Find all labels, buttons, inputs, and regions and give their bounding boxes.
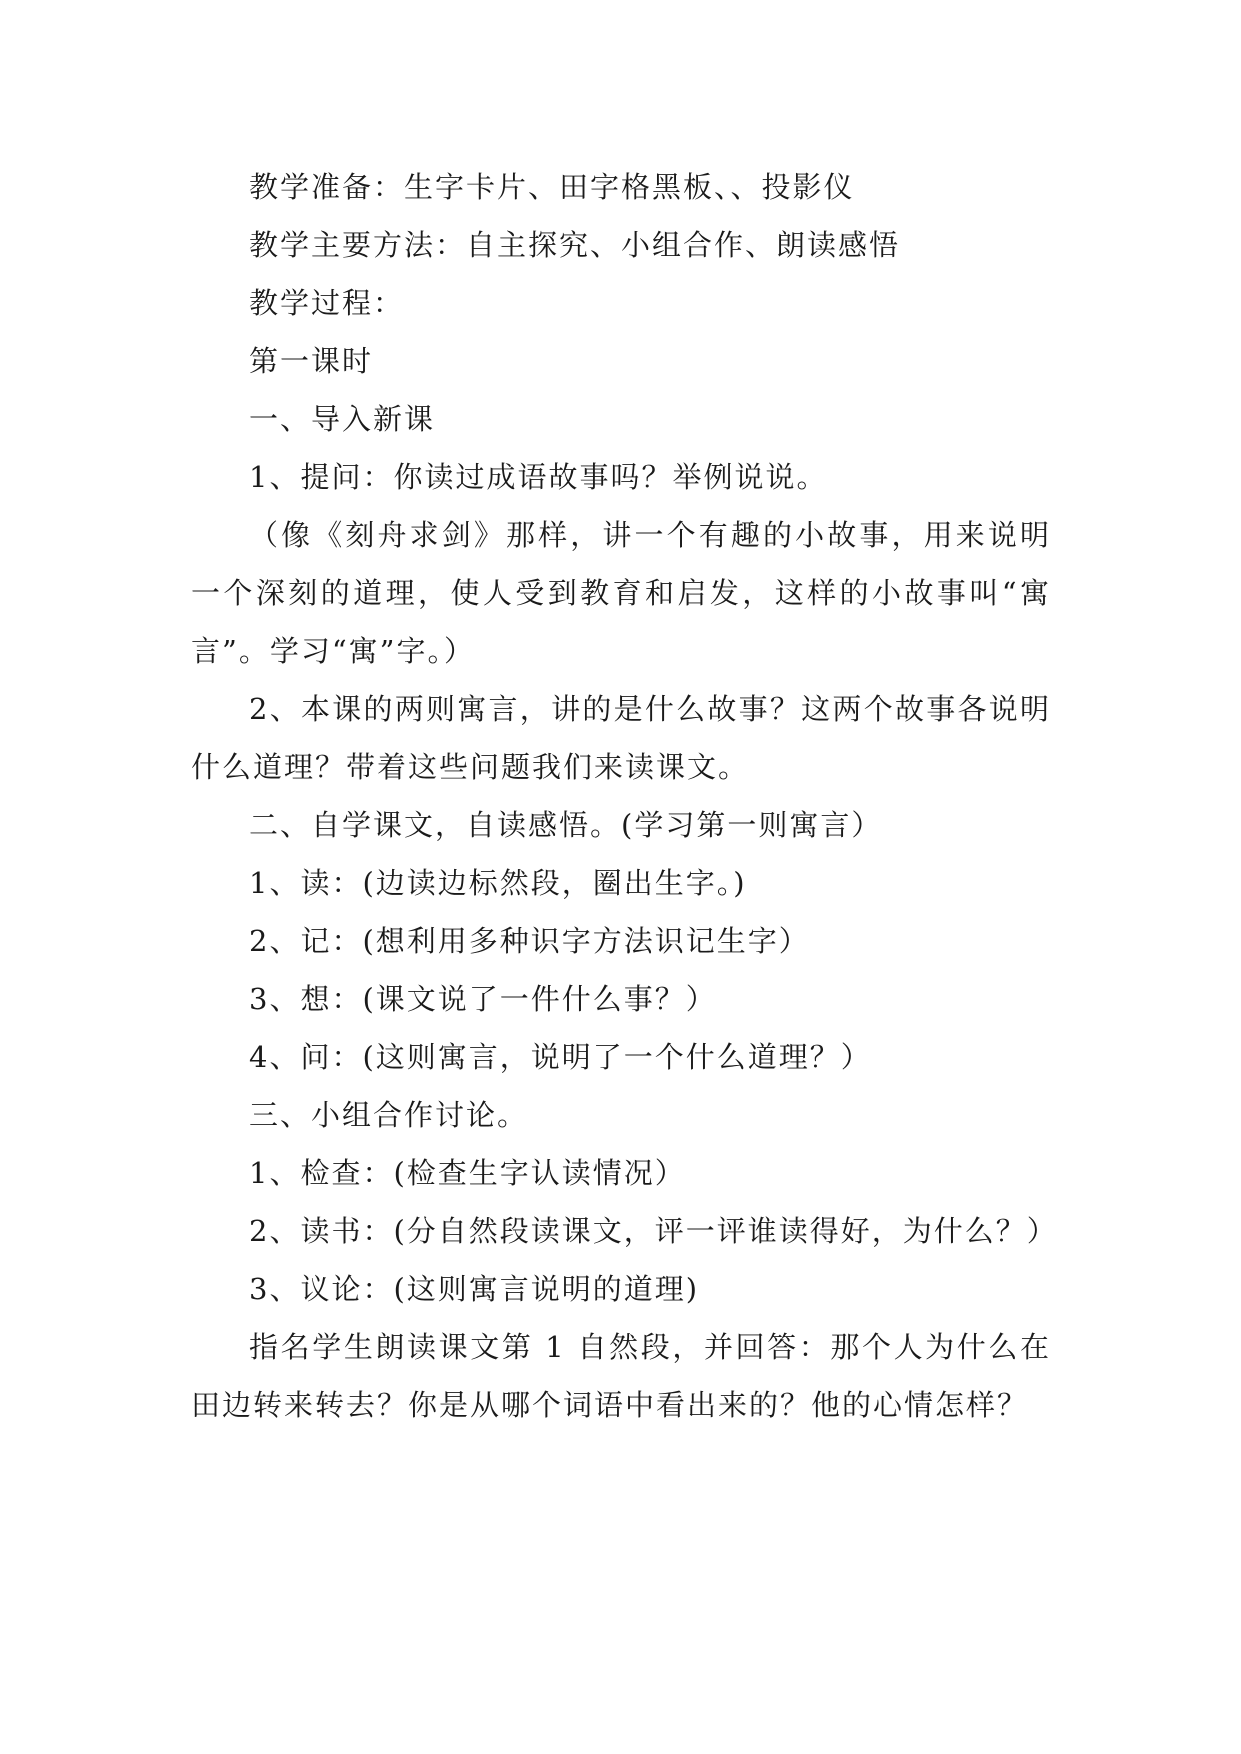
document-body — [191, 158, 1058, 1434]
paragraph-teaching-process: 教学过程： — [249, 286, 405, 320]
list-item-discuss: 3、议论：(这则寓言说明的道理) — [249, 1272, 700, 1306]
list-item-think: 3、想：(课文说了一件什么事？） — [249, 982, 717, 1016]
paragraph-question-2: 2、本课的两则寓言，讲的是什么故事？这两个故事各说明什么道理？带着这些问题我们来读课文。 — [191, 692, 1051, 784]
list-item-remember: 2、记：(想利用多种识字方法识记生字） — [249, 924, 810, 958]
list-item-check: 1、检查：(检查生字认读情况） — [249, 1156, 686, 1190]
section-heading-group-discussion: 三、小组合作讨论。 — [249, 1098, 529, 1132]
section-heading-self-study: 二、自学课文，自读感悟。(学习第一则寓言） — [249, 808, 883, 842]
paragraph-instruction: 指名学生朗读课文第 1 自然段，并回答：那个人为什么在田边转来转去？你是从哪个词语中看出来的？他的心情怎样？ — [191, 1330, 1051, 1422]
paragraph-first-lesson: 第一课时 — [249, 344, 374, 378]
paragraph-fable-explanation: （像《刻舟求剑》那样，讲一个有趣的小故事，用来说明一个深刻的道理，使人受到教育和启发，这样的小故事叫“寓言”。学习“寓”字。） — [191, 518, 1051, 668]
list-item-ask: 4、问：(这则寓言，说明了一个什么道理？） — [249, 1040, 872, 1074]
paragraph-teaching-preparation: 教学准备：生字卡片、田字格黑板、、投影仪 — [249, 170, 855, 204]
list-item-read: 1、读：(边读边标然段，圈出生字。) — [249, 866, 747, 900]
list-item-reading: 2、读书：(分自然段读课文，评一评谁读得好，为什么？） — [249, 1214, 1058, 1248]
paragraph-teaching-methods: 教学主要方法：自主探究、小组合作、朗读感悟 — [249, 228, 901, 262]
section-heading-introduction: 一、导入新课 — [249, 402, 436, 436]
paragraph-question-1: 1、提问：你读过成语故事吗？举例说说。 — [249, 460, 828, 494]
